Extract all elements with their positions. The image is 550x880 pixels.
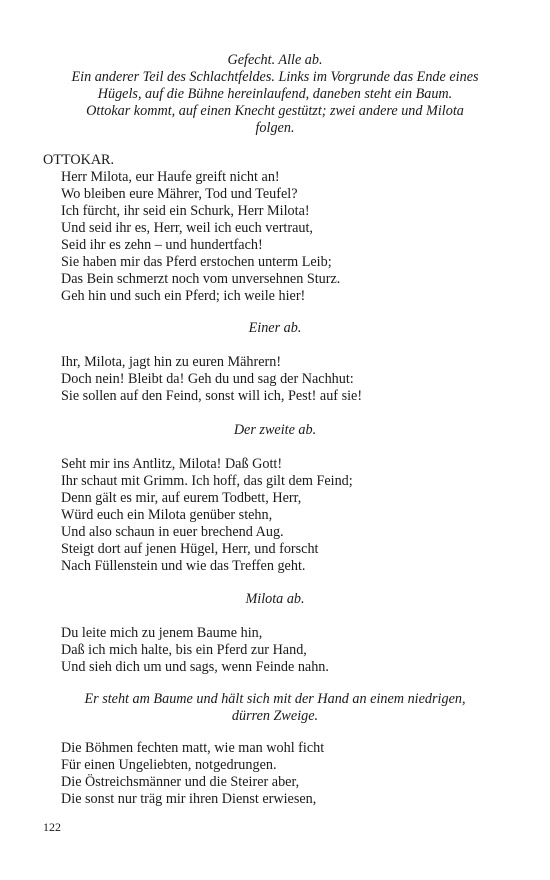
text-line: folgen.	[255, 120, 295, 136]
verse-line: Steigt dort auf jenen Hügel, Herr, und forscht	[61, 541, 319, 557]
verse-line: Ihr, Milota, jagt hin zu euren Mährern!	[61, 354, 282, 370]
text-line: Ein anderer Teil des Schlachtfeldes. Links im Vorgrunde das Ende eines	[71, 69, 479, 85]
text-line: Hügels, auf die Bühne hereinlaufend, daneben steht ein Baum.	[97, 86, 453, 102]
text-line: Einer ab.	[248, 320, 302, 336]
verse-line: Du leite mich zu jenem Baume hin,	[61, 625, 263, 641]
verse-line: Würd euch ein Milota genüber stehn,	[61, 507, 273, 523]
verse-line: Geh hin und such ein Pferd; ich weile hier!	[61, 288, 306, 304]
verse-line: Sie haben mir das Pferd erstochen unterm Leib;	[61, 254, 332, 270]
text-line: Ottokar kommt, auf einen Knecht gestützt; zwei andere und Milota	[86, 103, 464, 119]
verse-line: Denn gält es mir, auf eurem Todbett, Herr,	[61, 490, 302, 506]
verse-line: Nach Füllenstein und wie das Treffen geht.	[61, 558, 306, 574]
verse-line: Und also schaun in euer brechend Aug.	[61, 524, 284, 540]
stage-direction-exit-1	[40, 320, 510, 337]
stage-direction-tree	[40, 691, 510, 725]
text-line: Der zweite ab.	[233, 422, 317, 438]
verse-block-3	[61, 456, 353, 575]
page-number: 122	[43, 820, 61, 834]
verse-block-4	[61, 625, 329, 676]
verse-line: Herr Milota, eur Haufe greift nicht an!	[61, 169, 280, 185]
verse-line: Die sonst nur träg mir ihren Dienst erwiesen,	[61, 791, 317, 807]
verse-line: Ich fürcht, ihr seid ein Schurk, Herr Milota!	[61, 203, 310, 219]
verse-line: Seid ihr es zehn – und hundertfach!	[61, 237, 263, 253]
verse-line: Sie sollen auf den Feind, sonst will ich, Pest! auf sie!	[61, 388, 363, 404]
speaker-name: OTTOKAR.	[43, 152, 115, 168]
verse-line: Doch nein! Bleibt da! Geh du und sag der Nachhut:	[61, 371, 354, 387]
verse-block-1	[61, 169, 340, 305]
text-line: Er steht am Baume und hält sich mit der Hand an einem niedrigen,	[84, 691, 466, 707]
verse-line: Ihr schaut mit Grimm. Ich hoff, das gilt dem Feind;	[61, 473, 353, 489]
text-line: Gefecht. Alle ab.	[227, 52, 323, 68]
text-line: dürren Zweige.	[231, 708, 319, 724]
text-line: Milota ab.	[245, 591, 305, 607]
verse-line: Und seid ihr es, Herr, weil ich euch vertraut,	[61, 220, 313, 236]
verse-line: Für einen Ungeliebten, notgedrungen.	[61, 757, 277, 773]
verse-line: Und sieh dich um und sags, wenn Feinde nahn.	[61, 659, 329, 675]
verse-line: Wo bleiben eure Mährer, Tod und Teufel?	[61, 186, 298, 202]
verse-block-2	[61, 354, 362, 405]
stage-direction-opening	[40, 52, 510, 137]
verse-line: Daß ich mich halte, bis ein Pferd zur Hand,	[61, 642, 307, 658]
stage-direction-exit-3	[40, 591, 510, 608]
verse-line: Die Östreichsmänner und die Steirer aber,	[61, 774, 300, 790]
verse-block-5	[61, 740, 324, 808]
verse-line: Das Bein schmerzt noch vom unversehnen Sturz.	[61, 271, 341, 287]
verse-line: Seht mir ins Antlitz, Milota! Daß Gott!	[61, 456, 283, 472]
verse-line: Die Böhmen fechten matt, wie man wohl ficht	[61, 740, 325, 756]
stage-direction-exit-2	[40, 422, 510, 439]
